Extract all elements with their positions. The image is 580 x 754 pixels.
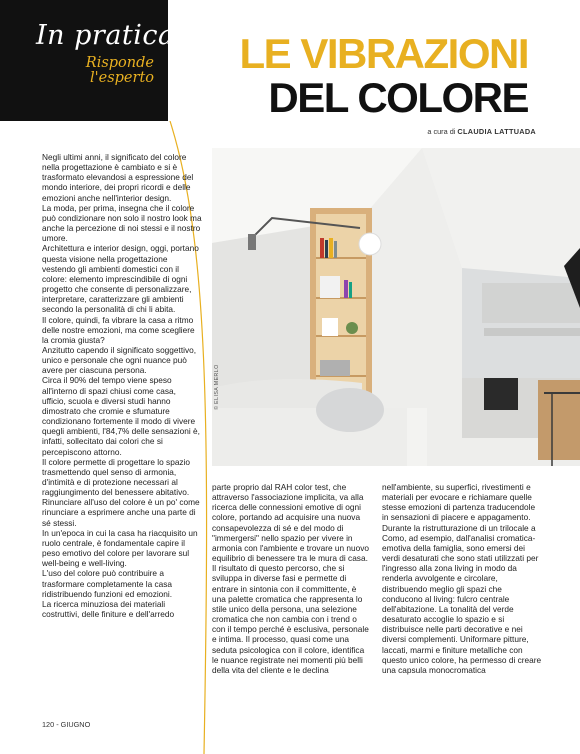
paragraph: Circa il 90% del tempo viene speso all'interno di spazi chiusi come casa, ufficio, scuola e diversi studi hanno dimostrato che cromie e sfumature condizionano fortemente il modo di vivere quegli ambienti, l'84,7% delle sensazioni è, infatti, sollecitato dai colori che si percepiscono attorno. (42, 375, 200, 457)
paragraph: parte proprio dal RAH color test, che attraverso l'associazione implicita, va alla ricerca delle connessioni emotive di ogni colore, portando ad acquisire una nuova consapevolezza di sé e del modo di "immergersi" nello spazio per vivere in armonia con l'ambiente e trovare un nuovo equilibrio di benessere tra le mura di casa. Il risultato di questo percorso, che si sviluppa in diverse fasi e permette di entrare in sintonia con il committente, è una palette cromatica che rappresenta lo stile unico della persona, una selezione cromatica che non cambia con i trend o con il tempo perché è esclusiva, personale e intima. Il processo, quasi come una seduta psicologica con il colore, identifica le nuance registrate nei momenti più belli della vita del cliente e le declina (212, 482, 370, 675)
paragraph: Durante la ristrutturazione di un trilocale a Como, ad esempio, dall'analisi cromatica-emotiva della famiglia, sono emersi dei verdi desaturati che sono stati utilizzati per l'ingresso alla zona living in modo da renderla avvolgente e circolare, distribuendo meglio gli spazi che conducono al living: fulcro centrale dell'abitazione. La tonalità del verde desaturato accoglie lo spazio e si distribuisce nelle parti decorative e nei diversi complementi. Uniformare pitture, laccati, marmi e finiture metalliche con questo unico colore, ha permesso di creare una capsula monocromatica (382, 522, 542, 675)
section-label: In pratica (36, 20, 175, 51)
paragraph: L'uso del colore può contribuire a trasformare completamente la casa ridistribuendo funzioni ed emozioni. (42, 568, 173, 599)
photo-credit: © ELISA MERLO (214, 364, 220, 410)
paragraph: nell'ambiente, su superfici, rivestimenti e materiali per evocare e richiamare quelle stesse emozioni di partenza traducendole in sensazioni di piacere e appagamento. (382, 482, 536, 523)
body-column-3 (382, 482, 542, 675)
credit-prefix: a cura di (427, 127, 456, 136)
paragraph: La ricerca minuziosa dei materiali costruttivi, delle finiture e dell'arredo (42, 598, 175, 620)
page-folio: 120 - GIUGNO (42, 720, 91, 729)
paragraph: Rinunciare all'uso del colore è un po' come rinunciare a esprimere anche una parte di sé stessi. (42, 497, 200, 528)
author-credit (427, 127, 536, 136)
section-sublabel-line1: Risponde (85, 55, 154, 71)
paragraph: In un'epoca in cui la casa ha riacquisito un ruolo centrale, è fondamentale capire il peso emotivo del colore per lavorare sul well-being e well-living. (42, 527, 198, 569)
section-sublabel-line2: l'esperto (90, 70, 154, 86)
paragraph: Anzitutto capendo il significato soggettivo, unico e personale che ogni nuance può avere per ciascuna persona. (42, 344, 197, 376)
credit-name: CLAUDIA LATTUADA (457, 127, 536, 136)
paragraph: Negli ultimi anni, il significato del colore nella progettazione è cambiato e si è trasformato elevandosi a espressione del mondo interiore, dei propri ricordi e delle emozioni anche nell'interior design. (42, 152, 194, 203)
body-column-2 (212, 482, 370, 675)
body-column-1 (42, 152, 202, 619)
paragraph: La moda, per prima, insegna che il colore può condizionare non solo il nostro look ma anche la percezione di noi stessi e il nostro umore. (42, 202, 202, 244)
headline-line1: LE VIBRAZIONI (239, 30, 528, 77)
section-sublabel (70, 56, 154, 86)
paragraph: Il colore, quindi, fa vibrare la casa a ritmo delle nostre emozioni, ma come scegliere la cromia giusta? (42, 314, 195, 345)
paragraph: Il colore permette di progettare lo spazio trasmettendo quel senso di armonia, d'intimità e di protezione necessari al raggiungimento del benessere abitativo. (42, 456, 191, 498)
headline-line2: DEL COLORE (268, 74, 528, 121)
paragraph: Architettura e interior design, oggi, portano questa visione nella progettazione vestendo gli ambienti domestici con il colore: elemento imprescindibile di ogni progetto che consente di personalizzare, interpretare, caratterizzare gli ambienti secondo la personalità di chi li abita. (42, 243, 199, 315)
interior-photo (212, 148, 580, 466)
